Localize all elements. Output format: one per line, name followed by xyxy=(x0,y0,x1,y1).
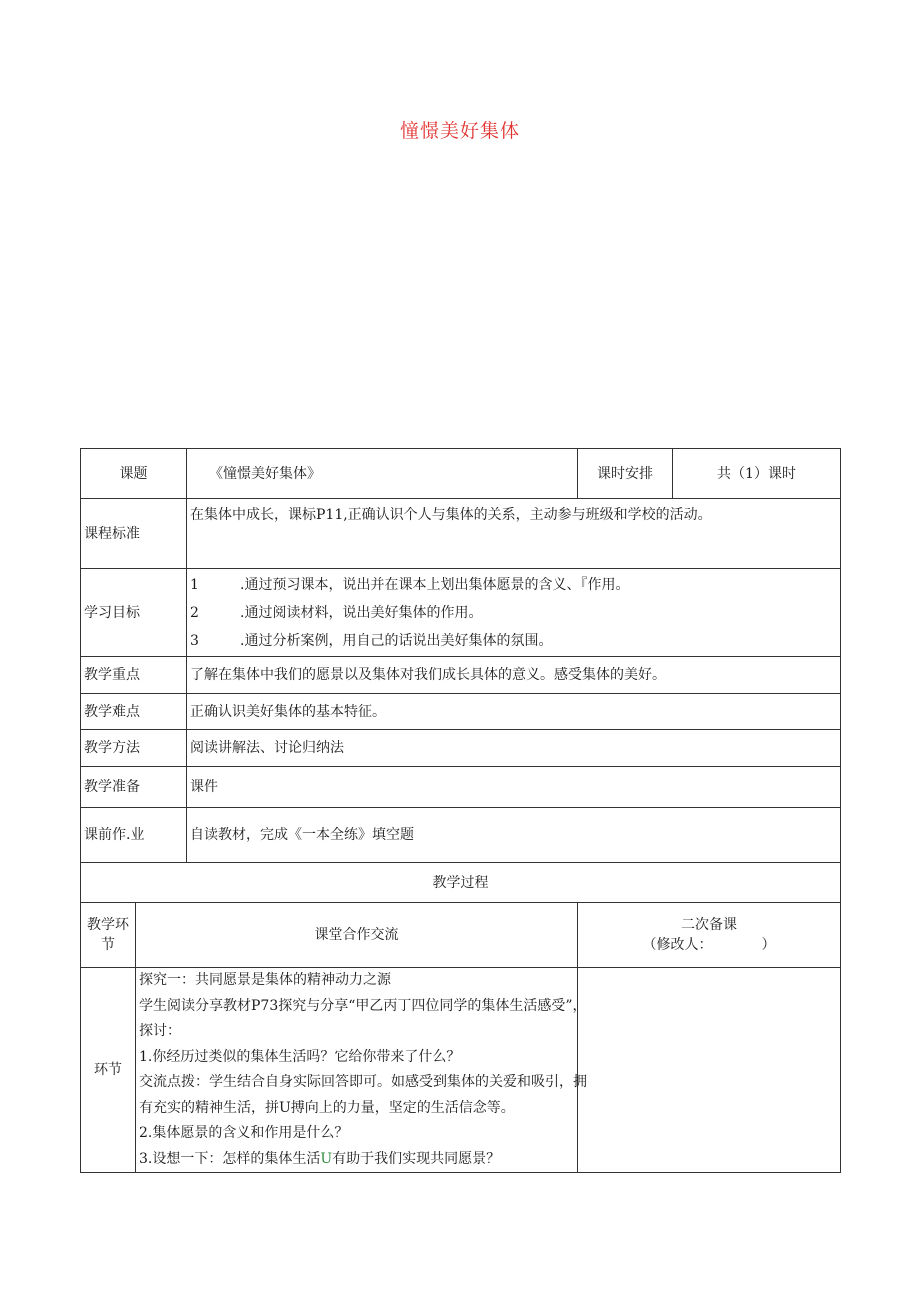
standard-label: 课程标准 xyxy=(81,499,187,569)
notes-content xyxy=(578,968,841,1173)
difficulty-value: 正确认识美好集体的基本特征。 xyxy=(187,694,841,730)
process-columns-row xyxy=(81,903,841,968)
section-header-line: 节 xyxy=(101,937,115,953)
exchange-column-header: 课堂合作交流 xyxy=(136,903,578,968)
content-line: 学生阅读分享教材P73探究与分享“甲乙丙丁四位同学的集体生活感受”， xyxy=(139,997,587,1014)
schedule-label: 课时安排 xyxy=(578,449,673,499)
content-line-part: 3.设想一下：怎样的集体生活 xyxy=(139,1150,321,1167)
goals-row xyxy=(81,569,841,657)
difficulty-row xyxy=(81,694,841,730)
course-value: 《憧憬美好集体》 xyxy=(187,449,578,499)
process-heading-row xyxy=(81,863,841,903)
content-line: 探究一：共同愿景是集体的精神动力之源 xyxy=(139,972,391,988)
homework-value: 自读教材，完成《一本全练》填空题 xyxy=(187,808,841,863)
section-column-header xyxy=(81,903,136,968)
section-label: 环节 xyxy=(81,968,136,1173)
goal-item xyxy=(190,627,837,655)
process-heading: 教学过程 xyxy=(81,863,841,903)
content-line: 1.你经历过类似的集体生活吗？它给你带来了什么？ xyxy=(139,1048,461,1065)
method-label: 教学方法 xyxy=(81,730,187,767)
section-header-line: 教学环 xyxy=(87,917,129,933)
homework-row xyxy=(81,808,841,863)
content-line: 有充实的精神生活，拼U搏向上的力量，坚定的生活信念等。 xyxy=(139,1099,515,1116)
goal-item xyxy=(190,571,837,599)
key-point-label: 教学重点 xyxy=(81,657,187,694)
goal-text: .通过分析案例，用自己的话说出美好集体的氛围。 xyxy=(240,632,553,649)
exchange-content xyxy=(136,968,587,1173)
goal-number: 3 xyxy=(190,632,199,649)
goal-number: 2 xyxy=(190,604,199,621)
content-line: 探讨： xyxy=(139,1023,181,1039)
goal-item xyxy=(190,599,837,627)
lesson-plan-table xyxy=(80,448,841,1173)
schedule-value: 共（1）课时 xyxy=(673,449,841,499)
notes-header-line: 二次备课 xyxy=(681,917,737,933)
goal-text: .通过阅读材料，说出美好集体的作用。 xyxy=(240,604,483,621)
notes-header-line: （修改人： ） xyxy=(642,937,776,953)
key-point-value: 了解在集体中我们的愿景以及集体对我们成长具体的意义。感受集体的美好。 xyxy=(187,657,841,694)
method-row xyxy=(81,730,841,767)
preparation-row xyxy=(81,767,841,808)
content-line-mark: U xyxy=(320,1150,333,1167)
preparation-value: 课件 xyxy=(187,767,841,808)
goals-list xyxy=(187,569,841,657)
goals-label: 学习目标 xyxy=(81,569,187,657)
header-row xyxy=(81,449,841,499)
content-line: 交流点拨：学生结合自身实际回答即可。如感受到集体的关爱和吸引，拥 xyxy=(139,1074,587,1090)
content-line-part: 有助于我们实现共同愿景？ xyxy=(332,1150,501,1167)
process-body-row xyxy=(81,968,841,1173)
course-label: 课题 xyxy=(81,449,187,499)
standard-row xyxy=(81,499,841,569)
goal-number: 1 xyxy=(190,576,199,593)
content-line: 2.集体愿景的含义和作用是什么？ xyxy=(139,1125,349,1141)
method-value: 阅读讲解法、讨论归纳法 xyxy=(187,730,841,767)
goal-text: .通过预习课本，说出并在课本上划出集体愿景的含义、『作用。 xyxy=(240,576,630,593)
homework-label: 课前作.业 xyxy=(81,808,187,863)
key-point-row xyxy=(81,657,841,694)
standard-value: 在集体中成长，课标P11,正确认识个人与集体的关系，主动参与班级和学校的活动。 xyxy=(187,499,841,569)
page-title: 憧憬美好集体 xyxy=(399,120,520,142)
notes-column-header xyxy=(578,903,841,968)
difficulty-label: 教学难点 xyxy=(81,694,187,730)
content-line xyxy=(139,1147,574,1173)
preparation-label: 教学准备 xyxy=(81,767,187,808)
